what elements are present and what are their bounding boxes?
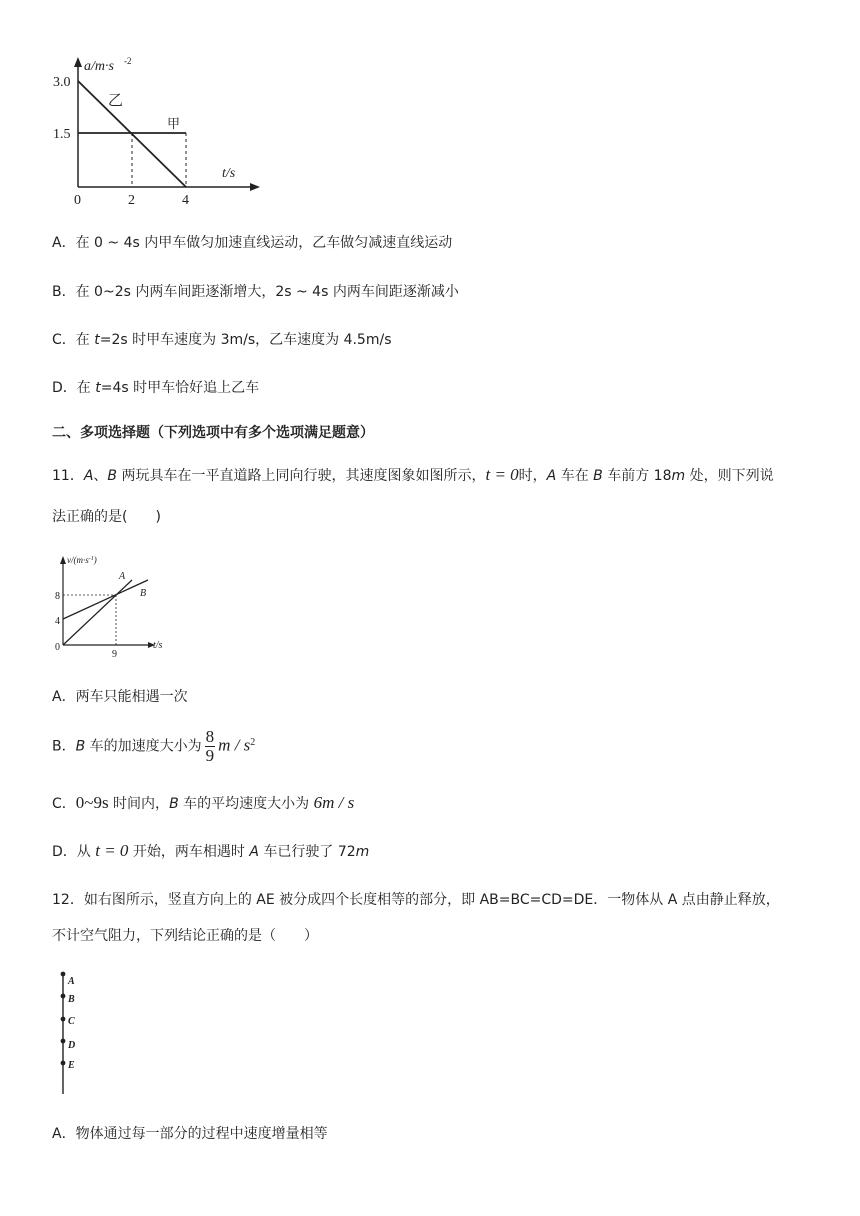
vertical-line-figure	[55, 968, 85, 1098]
text-part: 时，	[518, 468, 547, 484]
line-b	[63, 580, 148, 619]
velocity-time-graph	[52, 552, 177, 660]
label-b: B	[140, 588, 147, 599]
y-axis-arrow	[74, 57, 82, 67]
q11-option-a: A．两车只能相遇一次	[52, 689, 188, 705]
x-axis-arrow	[250, 183, 260, 191]
q10-option-c	[52, 329, 392, 349]
y-axis-label: $v/(m\cdot s^{-1})$	[67, 555, 97, 565]
x-tick-0: 0	[74, 193, 81, 208]
text-part: 处，则下列说	[685, 468, 774, 484]
label-a: A	[68, 976, 75, 987]
unit-ms2: m / s	[218, 735, 251, 755]
var-b: B	[593, 468, 603, 484]
speed-value: 6m / s	[313, 793, 355, 812]
eq-t0: t = 0	[485, 465, 519, 484]
option-prefix: B．	[52, 738, 76, 755]
q11-option-d	[52, 841, 369, 861]
unit-exponent: 2	[250, 736, 256, 748]
point-b	[61, 994, 66, 999]
var-b: B	[107, 468, 118, 484]
q12-stem-line1: 12．如右图所示，竖直方向上的 AE 被分成四个长度相等的部分，即 AB=BC=CD=DE．一物体从 A 点由静止释放，	[52, 892, 780, 908]
point-e	[61, 1061, 66, 1066]
text-part: 车的加速度大小为	[85, 738, 202, 755]
unit-m: m	[671, 468, 686, 484]
var-a: A	[83, 468, 94, 484]
q10-option-c-var: t	[94, 332, 100, 348]
q11-option-b	[52, 728, 255, 765]
text-part: 开始，两车相遇时	[128, 844, 250, 860]
var-b: B	[75, 738, 86, 755]
section-heading: 二、多项选择题（下列选项中有多个选项满足题意）	[52, 425, 374, 441]
label-c: C	[68, 1016, 75, 1027]
y-tick-1.5: 1.5	[53, 127, 71, 142]
y-axis-exponent: -2	[124, 56, 132, 66]
q10-option-d-suffix: =4s 时甲车恰好追上乙车	[100, 380, 260, 396]
text-part: 车前方 18	[602, 468, 672, 484]
eq-t0: t = 0	[95, 841, 129, 860]
point-a	[61, 972, 66, 977]
q11-option-c	[52, 793, 354, 813]
x-tick-9: 9	[112, 649, 117, 660]
q10-option-c-prefix: C．在	[52, 332, 95, 348]
y-tick-3.0: 3.0	[53, 75, 71, 90]
y-axis-arrow	[60, 556, 66, 564]
q12-option-a: A．物体通过每一部分的过程中速度增量相等	[52, 1126, 328, 1142]
q12-stem-line2: 不计空气阻力，下列结论正确的是（ ）	[52, 928, 318, 944]
q10-option-d-prefix: D．在	[52, 380, 96, 396]
x-axis-label: t/s	[153, 640, 163, 651]
q11-number: 11．	[52, 468, 84, 484]
text-part: 车在	[556, 468, 594, 484]
q11-stem-line2: 法正确的是( )	[52, 509, 161, 525]
text-part: 两玩具车在一平直道路上同向行驶，其速度图象如图所示，	[117, 468, 486, 484]
var-b: B	[169, 796, 179, 812]
y-tick-0: 0	[55, 642, 60, 653]
fraction-denominator: 9	[205, 746, 215, 765]
label-d: D	[68, 1040, 76, 1051]
var-a: A	[546, 468, 557, 484]
point-c	[61, 1017, 66, 1022]
q11-stem-line1	[52, 465, 774, 485]
label-e: E	[68, 1060, 75, 1071]
label-jia: 甲	[167, 116, 181, 131]
option-prefix: C．	[52, 796, 76, 812]
unit-m: m	[355, 844, 370, 860]
q10-option-c-suffix: =2s 时甲车速度为 3m/s，乙车速度为 4.5m/s	[99, 332, 392, 348]
text-part: 车的平均速度大小为	[178, 796, 314, 812]
label-a: A	[119, 571, 126, 582]
q10-option-b: B．在 0~2s 内两车间距逐渐增大，2s ~ 4s 内两车间距逐渐减小	[52, 284, 459, 300]
y-tick-4: 4	[55, 616, 60, 627]
q10-option-a: A．在 0 ~ 4s 内甲车做匀加速直线运动，乙车做匀减速直线运动	[52, 235, 453, 251]
text-part: 时间内，	[108, 796, 170, 812]
text-part: 车已行驶了 72	[258, 844, 356, 860]
q10-option-d	[52, 377, 259, 397]
label-yi: 乙	[108, 93, 124, 109]
line-a	[63, 580, 132, 645]
label-b: B	[68, 994, 75, 1005]
y-tick-8: 8	[55, 591, 60, 602]
acceleration-time-graph	[50, 55, 270, 210]
x-axis-label: t/s	[222, 166, 236, 181]
fraction-8-9	[205, 728, 216, 765]
x-tick-4: 4	[182, 193, 189, 208]
q10-option-d-var: t	[95, 380, 101, 396]
x-tick-2: 2	[128, 193, 135, 208]
y-axis-label: a/m·s	[84, 59, 114, 74]
time-range: 0~9s	[75, 793, 109, 812]
var-a: A	[249, 844, 259, 860]
fraction-numerator: 8	[205, 727, 215, 746]
text-sep: 、	[93, 468, 108, 484]
point-d	[61, 1039, 66, 1044]
option-prefix: D．从	[52, 844, 96, 860]
